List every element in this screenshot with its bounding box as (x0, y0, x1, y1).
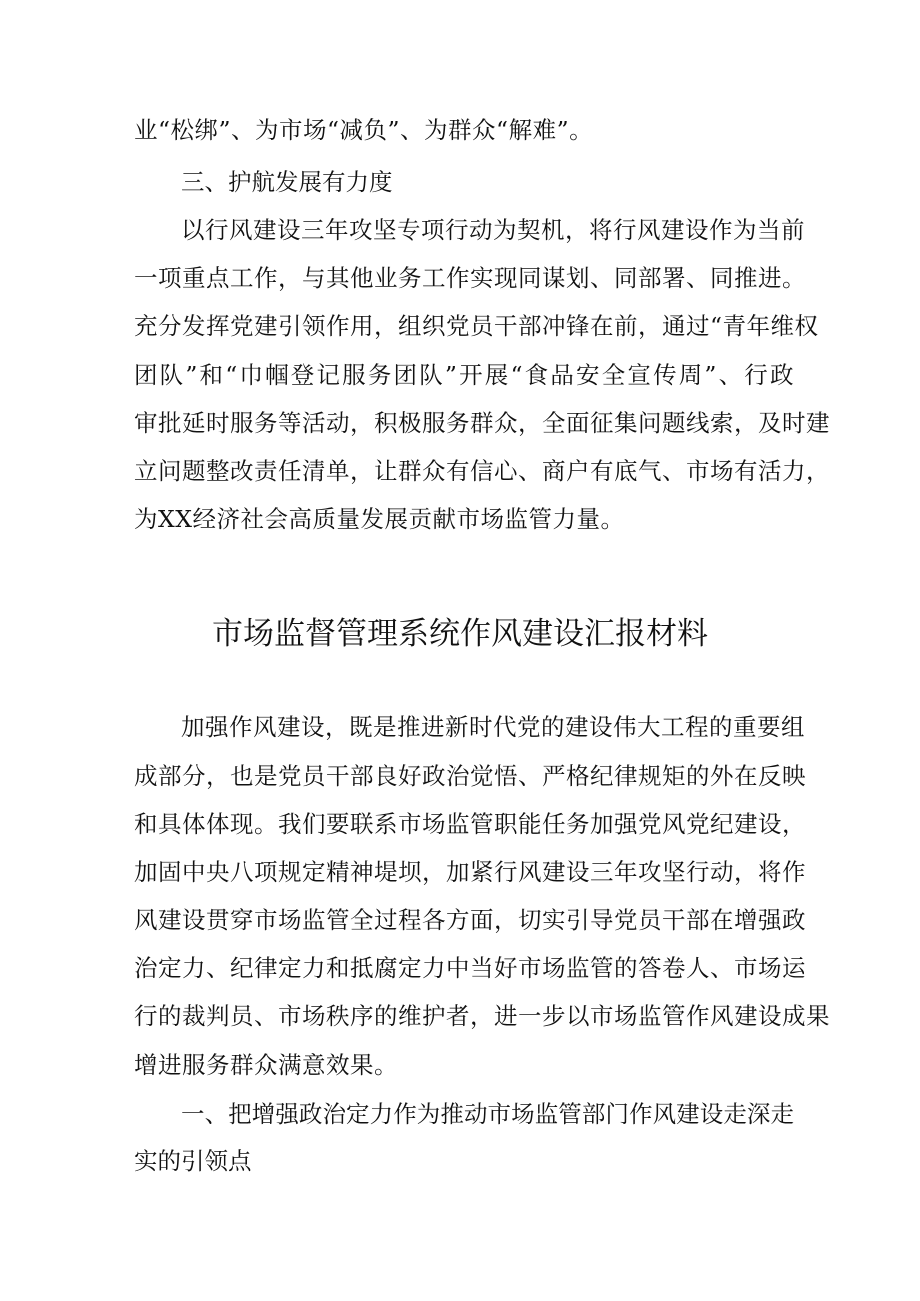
section-heading-1-cont: 实的引领点 (134, 1147, 252, 1175)
intro-line: 成部分，也是党员干部良好政治觉悟、严格纪律规矩的外在反映 (134, 762, 806, 790)
paragraph-line: 立问题整改责任清单，让群众有信心、商户有底气、市场有活力， (134, 457, 830, 485)
paragraph-line: 为XX经济社会高质量发展贡献市场监管力量。 (134, 505, 625, 533)
paragraph-line: 一项重点工作，与其他业务工作实现同谋划、同部署、同推进。 (134, 264, 806, 292)
intro-line: 加强作风建设，既是推进新时代党的建设伟大工程的重要组 (181, 713, 805, 741)
intro-line: 行的裁判员、市场秩序的维护者，进一步以市场监管作风建设成果 (134, 1002, 830, 1030)
closing-line: 业“松绑”、为市场“减负”、为群众“解难”。 (134, 116, 594, 144)
intro-line: 风建设贯穿市场监管全过程各方面，切实引导党员干部在增强政 (134, 906, 806, 934)
document-title: 市场监督管理系统作风建设汇报材料 (212, 616, 708, 652)
intro-line: 治定力、纪律定力和抵腐定力中当好市场监管的答卷人、市场运 (134, 954, 806, 982)
intro-line: 增进服务群众满意效果。 (134, 1051, 398, 1079)
section-heading-1: 一、把增强政治定力作为推动市场监管部门作风建设走深走 (181, 1100, 794, 1128)
paragraph-line: 团队”和“巾帼登记服务团队”开展“食品安全宣传周”、行政 (134, 361, 794, 389)
intro-line: 和具体体现。我们要联系市场监管职能任务加强党风党纪建设， (134, 810, 806, 838)
paragraph-line: 审批延时服务等活动，积极服务群众，全面征集问题线索，及时建 (134, 409, 830, 437)
paragraph-line: 以行风建设三年攻坚专项行动为契机，将行风建设作为当前 (181, 216, 805, 244)
intro-line: 加固中央八项规定精神堤坝，加紧行风建设三年攻坚行动，将作 (134, 858, 806, 886)
section-heading-3: 三、护航发展有力度 (181, 168, 393, 196)
paragraph-line: 充分发挥党建引领作用，组织党员干部冲锋在前，通过“青年维权 (134, 312, 819, 340)
